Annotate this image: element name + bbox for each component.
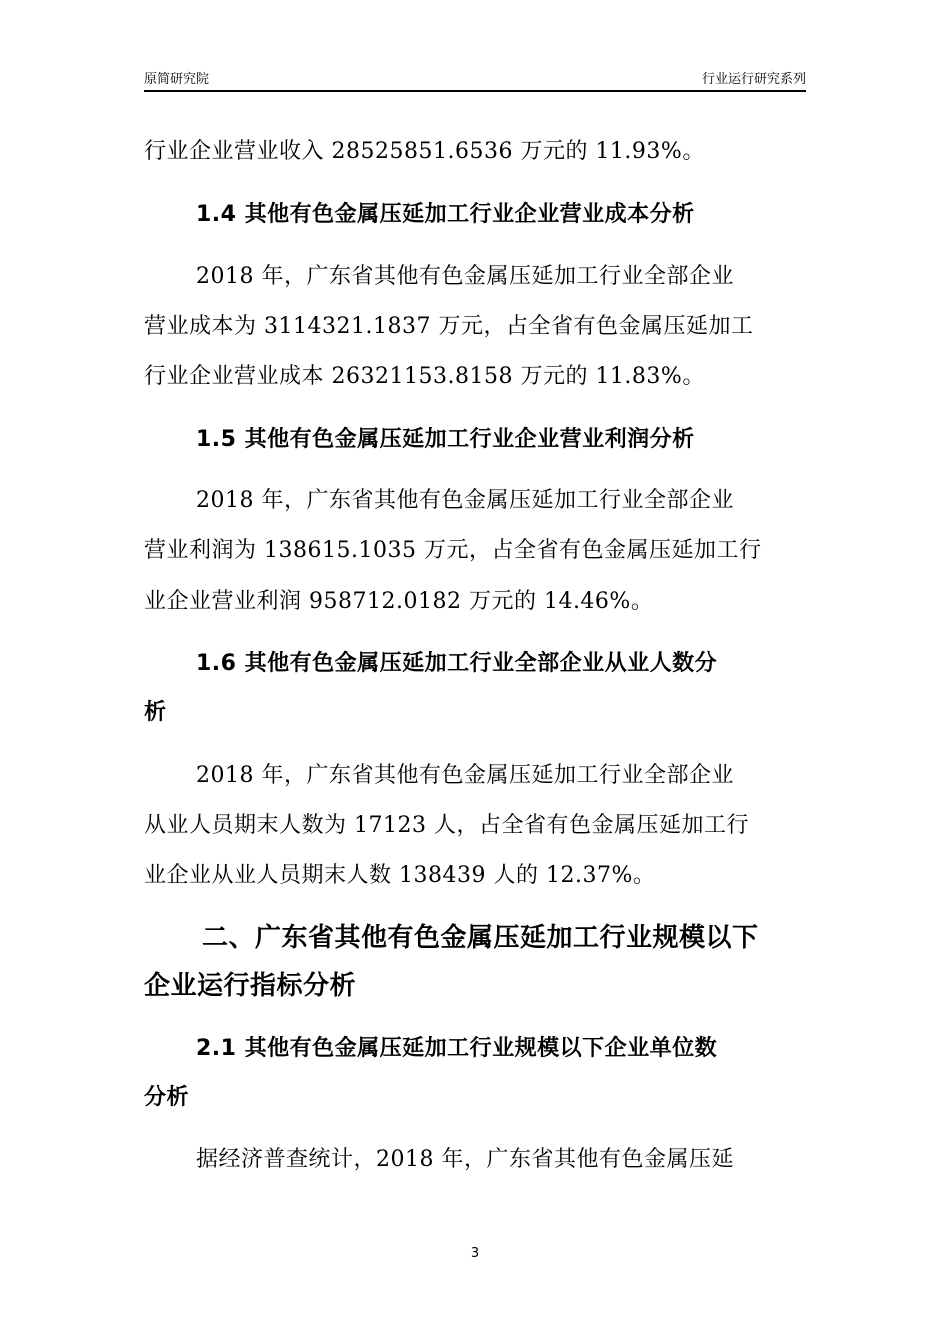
- paragraph-line: 营业利润为 138615.1035 万元，占全省有色金属压延加工行: [144, 538, 762, 563]
- header-org: 原简研究院: [144, 72, 210, 87]
- chapter-2-title-cont: 企业运行指标分析: [144, 971, 357, 1001]
- paragraph-line: 据经济普查统计，2018 年，广东省其他有色金属压延: [196, 1147, 734, 1172]
- page-header: [144, 68, 806, 92]
- paragraph-line: 2018 年，广东省其他有色金属压延加工行业全部企业: [196, 264, 734, 289]
- paragraph-line: 2018 年，广东省其他有色金属压延加工行业全部企业: [196, 763, 734, 788]
- section-1-6-title: 1.6 其他有色金属压延加工行业全部企业从业人数分: [196, 651, 718, 676]
- paragraph-line: 从业人员期末人数为 17123 人，占全省有色金属压延加工行: [144, 813, 749, 838]
- chapter-2-title: 二、广东省其他有色金属压延加工行业规模以下: [202, 923, 759, 953]
- section-2-1-title-cont: 分析: [144, 1085, 190, 1110]
- paragraph-line: 营业成本为 3114321.1837 万元，占全省有色金属压延加工: [144, 314, 754, 339]
- section-1-6-title-cont: 析: [144, 700, 167, 725]
- section-1-4-title: 1.4 其他有色金属压延加工行业企业营业成本分析: [196, 202, 695, 227]
- paragraph-line: 行业企业营业成本 26321153.8158 万元的 11.83%。: [144, 364, 705, 389]
- section-1-5-title: 1.5 其他有色金属压延加工行业企业营业利润分析: [196, 427, 695, 452]
- paragraph-line: 业企业从业人员期末人数 138439 人的 12.37%。: [144, 863, 656, 888]
- paragraph-line: 业企业营业利润 958712.0182 万元的 14.46%。: [144, 589, 654, 614]
- page-number: 3: [470, 1246, 480, 1261]
- header-series: 行业运行研究系列: [701, 72, 806, 87]
- paragraph-line: 行业企业营业收入 28525851.6536 万元的 11.93%。: [144, 139, 705, 164]
- section-2-1-title: 2.1 其他有色金属压延加工行业规模以下企业单位数: [196, 1036, 718, 1061]
- paragraph-line: 2018 年，广东省其他有色金属压延加工行业全部企业: [196, 488, 734, 513]
